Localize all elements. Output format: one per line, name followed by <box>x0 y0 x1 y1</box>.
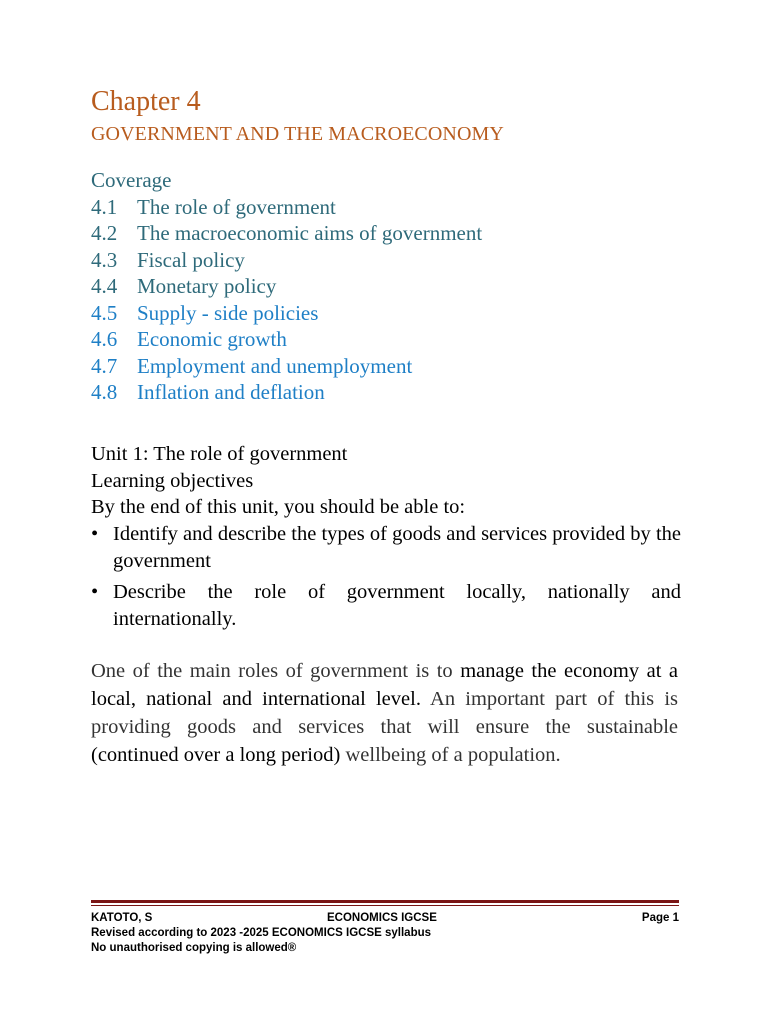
footer-rule-thin <box>91 905 679 906</box>
coverage-item-label: The role of government <box>137 194 336 219</box>
coverage-item-label: Inflation and deflation <box>137 380 325 404</box>
bullet-icon: • <box>91 522 99 545</box>
coverage-item <box>91 300 691 327</box>
objectives-intro: By the end of this unit, you should be able to: <box>91 496 466 518</box>
footer-revised: Revised according to 2023 -2025 ECONOMICS IGCSE syllabus <box>91 927 432 939</box>
paragraph-emphasis: (continued over a long period) <box>91 744 341 766</box>
coverage-item-label: The macroeconomic aims of government <box>137 221 483 245</box>
chapter-title: Chapter 4 <box>91 86 201 117</box>
coverage-list <box>91 167 691 406</box>
objectives-list <box>91 521 681 633</box>
objective-text: Identify and describe the types of goods and services provided by the government <box>113 522 681 572</box>
paragraph-text: One of the main roles of government is to <box>91 660 461 682</box>
coverage-item-label: Supply - side policies <box>137 300 319 325</box>
paragraph-text: An important part of this is providing goods and services that will ensure the sustainable <box>91 688 678 738</box>
footer-author: KATOTO, S <box>91 912 153 924</box>
coverage-item <box>91 247 691 274</box>
coverage-item-number: 4.7 <box>91 353 118 378</box>
coverage-item <box>91 273 691 300</box>
footer-copyright: No unauthorised copying is allowed® <box>91 942 297 954</box>
footer-page-number: Page 1 <box>641 912 679 924</box>
coverage-item-label: Monetary policy <box>137 274 277 298</box>
paragraph-text: wellbeing of a population. <box>340 744 561 766</box>
coverage-item <box>91 220 691 247</box>
coverage-item <box>91 194 691 221</box>
coverage-item <box>91 379 691 406</box>
coverage-item-number: 4.8 <box>91 380 118 404</box>
coverage-item-number: 4.2 <box>91 221 118 245</box>
page-footer <box>91 911 679 956</box>
footer-rule-thick <box>91 900 679 903</box>
coverage-item <box>91 326 691 353</box>
chapter-subtitle: GOVERNMENT AND THE MACROECONOMY <box>91 123 504 145</box>
objective-item <box>91 579 681 633</box>
coverage-item-number: 4.6 <box>91 327 118 351</box>
coverage-item-label: Economic growth <box>137 327 287 351</box>
coverage-item-number: 4.5 <box>91 300 118 325</box>
coverage-heading: Coverage <box>91 168 172 192</box>
coverage-item-number: 4.4 <box>91 274 118 298</box>
paragraph-emphasis: manage the economy at a local, national and international level. <box>91 660 678 710</box>
coverage-item-label: Employment and unemployment <box>137 353 413 378</box>
footer-course: ECONOMICS IGCSE <box>327 912 437 924</box>
unit-section <box>91 441 681 637</box>
objectives-heading: Learning objectives <box>91 469 254 492</box>
bullet-icon: • <box>91 580 99 603</box>
coverage-item-number: 4.3 <box>91 247 118 272</box>
objective-text: Describe the role of government locally, nationally and internationally. <box>113 580 681 630</box>
objective-item <box>91 521 681 575</box>
coverage-item-number: 4.1 <box>91 194 118 219</box>
coverage-item <box>91 353 691 380</box>
unit-title: Unit 1: The role of government <box>91 443 348 465</box>
body-paragraph <box>91 657 678 769</box>
coverage-item-label: Fiscal policy <box>137 247 245 272</box>
